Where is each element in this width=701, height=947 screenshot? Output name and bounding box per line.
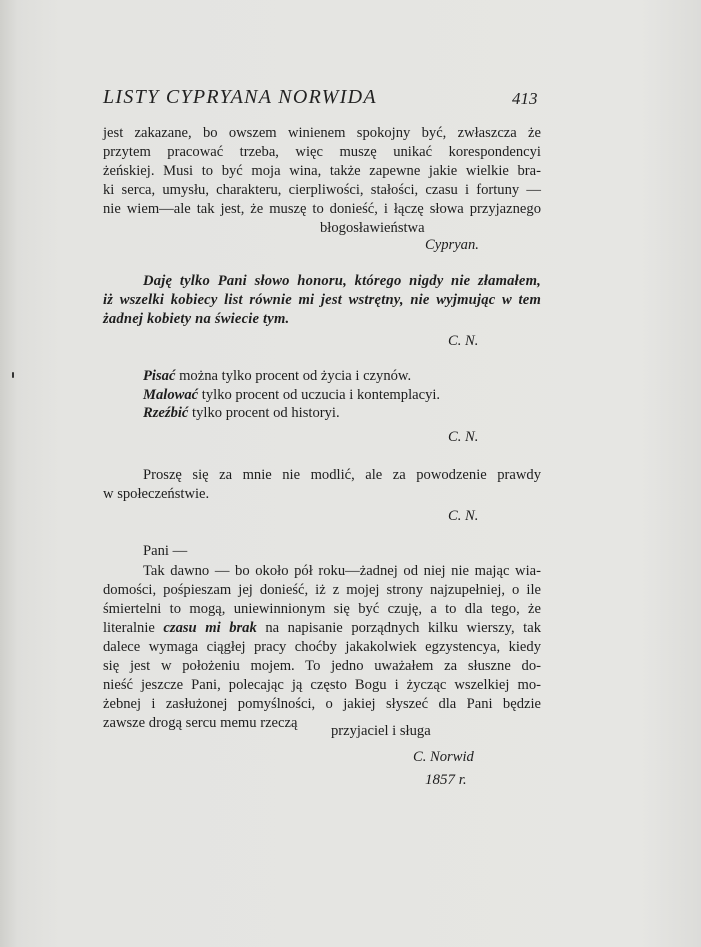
text-line: żeńskiej. Musi to być moja wina, także zapewne jakie wielkie bra- (103, 163, 541, 179)
text-line: nieść jeszcze Pani, polecając ją często Bogu i życząc wszelkiej mo- (103, 677, 541, 693)
text-line: żebnej i zasłużonej pomyślności, o jakiej słyszeć dla Pani będzie (103, 696, 541, 712)
text-line (143, 386, 440, 405)
text-line: iż wszelki kobiecy list równie mi jest wstrętny, nie wyjmując w tem (103, 292, 541, 308)
signature-cypryan: Cypryan. (425, 237, 479, 253)
text-line: żadnej kobiety na świecie tym. (103, 311, 290, 327)
running-header-title: LISTY CYPRYANA NORWIDA (103, 86, 377, 108)
emphasis: Malować (143, 387, 199, 403)
emphasis: czasu mi brak (163, 620, 257, 636)
text-line: jest zakazane, bo owszem winienem spokojny być, zwłaszcza że (103, 125, 541, 141)
text-line: w społeczeństwie. (103, 486, 210, 502)
text-line: błogosławieństwa (320, 220, 425, 236)
text-run: można tylko procent od życia i czynów. (175, 368, 412, 384)
signature-initials: C. N. (448, 429, 479, 445)
signature-norwid: C. Norwid (413, 749, 474, 765)
page-number: 413 (512, 89, 538, 108)
text-line (143, 404, 340, 423)
text-line (143, 367, 411, 386)
page-speck (12, 372, 14, 378)
text-run: tylko procent od uczucia i kontemplacyi. (198, 387, 441, 403)
salutation: Pani — (143, 543, 188, 559)
text-line (103, 619, 541, 638)
emphasis: Pisać (143, 368, 176, 384)
text-line: nie wiem—ale tak jest, że muszę to donieść, i łączę słowa przyjaznego (103, 201, 541, 217)
emphasis: Rzeźbić (143, 405, 189, 421)
text-line: ki serca, umysłu, charakteru, cierpliwości, stałości, czasu i fortuny — (103, 182, 541, 198)
text-line: Daję tylko Pani słowo honoru, którego nigdy nie złamałem, (143, 273, 541, 289)
signature-initials: C. N. (448, 508, 479, 524)
text-run: literalnie (103, 620, 164, 636)
text-line: domości, pośpieszam jej donieść, iż z mojej strony najzupełniej, o ile (103, 582, 541, 598)
text-line: się jest w położeniu mojem. To jedno uważałem za słuszne do- (103, 658, 541, 674)
closing-line: przyjaciel i sługa (331, 723, 431, 739)
text-run: tylko procent od historyi. (188, 405, 340, 421)
text-run: na napisanie porządnych kilku wierszy, tak (256, 620, 541, 636)
signature-initials: C. N. (448, 333, 479, 349)
text-line: śmiertelni to mogą, uniewinnionym się być czuję, a to dla tego, że (103, 601, 541, 617)
text-line: przytem pracować trzeba, więc muszę unikać korespondencyi (103, 144, 541, 160)
text-line: dalece wymaga ciągłej pracy choćby jakakolwiek egzystencya, kiedy (103, 639, 541, 655)
text-line: zawsze drogą sercu memu rzeczą (103, 715, 298, 731)
letter-date: 1857 r. (425, 772, 467, 788)
text-line: Tak dawno — bo około pół roku—żadnej od niej nie mając wia- (143, 563, 541, 579)
text-line: Proszę się za mnie nie modlić, ale za powodzenie prawdy (143, 467, 541, 483)
